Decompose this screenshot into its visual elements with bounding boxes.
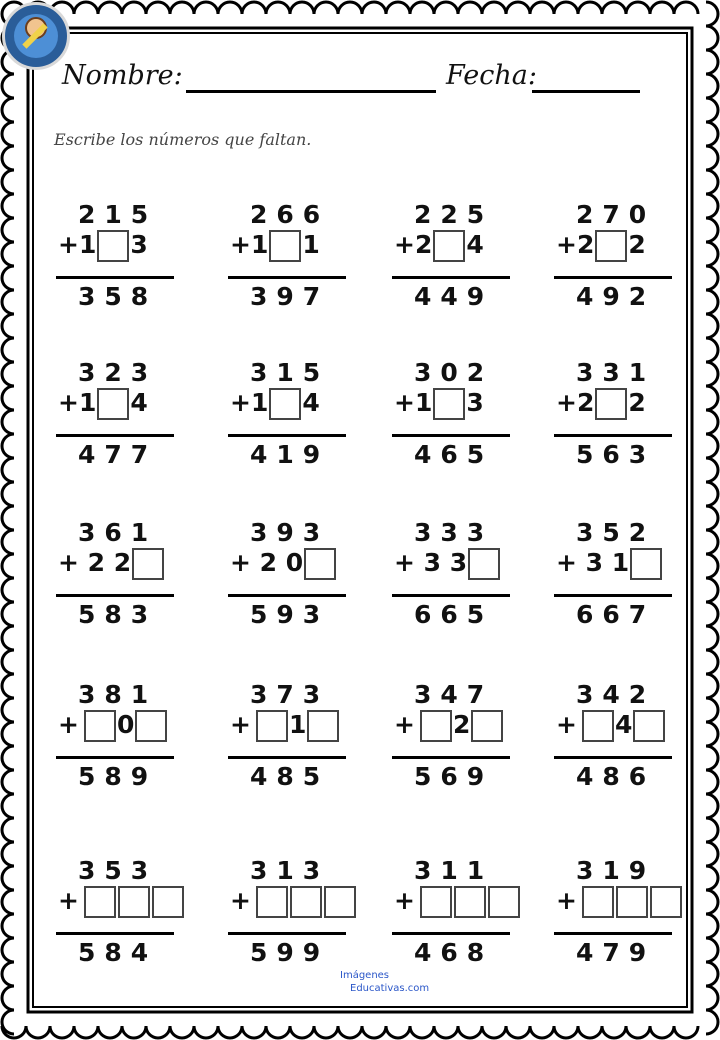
missing-digit-box[interactable] — [454, 886, 486, 918]
sum-result: 449 — [414, 282, 494, 311]
sum-result: 477 — [78, 440, 158, 469]
sum-result: 419 — [250, 440, 330, 469]
problem-2-3 — [392, 358, 522, 498]
date-line — [532, 90, 640, 93]
operator-digits: + 2 2 — [58, 548, 132, 577]
name-line — [186, 90, 436, 93]
sum-line — [392, 932, 510, 935]
known-digit: 4 — [302, 388, 320, 417]
problem-1-1 — [56, 200, 186, 340]
addend-bottom — [556, 388, 646, 420]
missing-digit-box[interactable] — [433, 230, 465, 262]
missing-digit-box[interactable] — [582, 886, 614, 918]
plus-sign: + — [394, 710, 415, 739]
addend-top: 311 — [414, 856, 494, 885]
sum-line — [228, 276, 346, 279]
missing-digit-box[interactable] — [304, 548, 336, 580]
addend-bottom — [556, 710, 666, 742]
known-digit: 3 — [466, 388, 484, 417]
sum-line — [392, 594, 510, 597]
plus-sign: + — [556, 886, 577, 915]
problem-3-2 — [228, 518, 358, 658]
sum-result: 599 — [250, 938, 330, 967]
problem-5-4 — [554, 856, 684, 996]
sum-line — [228, 756, 346, 759]
sum-result: 358 — [78, 282, 158, 311]
problem-2-2 — [228, 358, 358, 498]
addend-top: 381 — [78, 680, 158, 709]
known-digit: 1 — [288, 710, 307, 739]
missing-digit-box[interactable] — [582, 710, 614, 742]
addend-top: 393 — [250, 518, 330, 547]
missing-digit-box[interactable] — [290, 886, 322, 918]
addend-top: 270 — [576, 200, 656, 229]
addend-top: 347 — [414, 680, 494, 709]
missing-digit-box[interactable] — [633, 710, 665, 742]
sum-result: 569 — [414, 762, 494, 791]
problem-4-4 — [554, 680, 684, 820]
missing-digit-box[interactable] — [269, 388, 301, 420]
addend-bottom — [394, 230, 484, 262]
missing-digit-box[interactable] — [84, 886, 116, 918]
missing-digit-box[interactable] — [132, 548, 164, 580]
addend-bottom — [230, 548, 337, 580]
missing-digit-box[interactable] — [256, 710, 288, 742]
problem-4-3 — [392, 680, 522, 820]
known-digit: 2 — [628, 230, 646, 259]
addend-top: 302 — [414, 358, 494, 387]
known-digit: 1 — [302, 230, 320, 259]
sum-result: 479 — [576, 938, 656, 967]
missing-digit-box[interactable] — [420, 710, 452, 742]
sum-result: 589 — [78, 762, 158, 791]
missing-digit-box[interactable] — [256, 886, 288, 918]
sum-line — [392, 276, 510, 279]
addend-bottom — [556, 886, 683, 918]
sum-result: 665 — [414, 600, 494, 629]
missing-digit-box[interactable] — [307, 710, 339, 742]
known-digit: 0 — [116, 710, 135, 739]
missing-digit-box[interactable] — [324, 886, 356, 918]
addend-bottom — [394, 388, 484, 420]
sum-result: 492 — [576, 282, 656, 311]
sum-result: 468 — [414, 938, 494, 967]
sum-line — [56, 594, 174, 597]
addend-top: 353 — [78, 856, 158, 885]
plus-sign: + — [58, 710, 79, 739]
sum-result: 485 — [250, 762, 330, 791]
problem-1-4 — [554, 200, 684, 340]
problem-1-3 — [392, 200, 522, 340]
sum-line — [56, 276, 174, 279]
sum-result: 397 — [250, 282, 330, 311]
problem-4-1 — [56, 680, 186, 820]
plus-sign: + — [230, 710, 251, 739]
sum-result: 465 — [414, 440, 494, 469]
addend-bottom — [58, 388, 148, 420]
missing-digit-box[interactable] — [420, 886, 452, 918]
sum-line — [56, 434, 174, 437]
sum-line — [554, 756, 672, 759]
plus-sign: + — [58, 886, 79, 915]
missing-digit-box[interactable] — [471, 710, 503, 742]
problem-1-2 — [228, 200, 358, 340]
sum-line — [228, 932, 346, 935]
sum-line — [554, 276, 672, 279]
operator-digit: +2 — [556, 230, 595, 259]
instruction-text: Escribe los números que faltan. — [54, 130, 312, 149]
missing-digit-box[interactable] — [468, 548, 500, 580]
addend-bottom — [556, 230, 646, 262]
addend-bottom — [58, 548, 165, 580]
addend-top: 315 — [250, 358, 330, 387]
addend-top: 225 — [414, 200, 494, 229]
sum-line — [228, 434, 346, 437]
operator-digit: +2 — [556, 388, 595, 417]
known-digit: 3 — [130, 230, 148, 259]
missing-digit-box[interactable] — [650, 886, 682, 918]
missing-digit-box[interactable] — [630, 548, 662, 580]
missing-digit-box[interactable] — [269, 230, 301, 262]
footer-brand: Imágenes — [340, 970, 390, 981]
operator-digit: +1 — [230, 388, 269, 417]
operator-digits: + 2 0 — [230, 548, 304, 577]
sum-line — [554, 932, 672, 935]
sum-line — [392, 434, 510, 437]
addend-bottom — [58, 886, 185, 918]
sum-line — [56, 932, 174, 935]
addend-top: 361 — [78, 518, 158, 547]
missing-digit-box[interactable] — [433, 388, 465, 420]
missing-digit-box[interactable] — [152, 886, 184, 918]
addend-top: 333 — [414, 518, 494, 547]
sum-result: 583 — [78, 600, 158, 629]
addend-bottom — [58, 710, 168, 742]
plus-sign: + — [394, 886, 415, 915]
addend-top: 313 — [250, 856, 330, 885]
sum-line — [56, 756, 174, 759]
operator-digit: +2 — [394, 230, 433, 259]
addend-bottom — [556, 548, 663, 580]
problem-5-3 — [392, 856, 522, 996]
problem-2-4 — [554, 358, 684, 498]
operator-digits: + 3 1 — [556, 548, 630, 577]
operator-digit: +1 — [394, 388, 433, 417]
sum-result: 486 — [576, 762, 656, 791]
logo-badge — [2, 2, 70, 70]
footer-site: Educativas.com — [350, 983, 430, 994]
sum-line — [554, 594, 672, 597]
addend-bottom — [394, 548, 501, 580]
addend-bottom — [230, 710, 340, 742]
addend-bottom — [58, 230, 148, 262]
plus-sign: + — [230, 886, 251, 915]
addend-bottom — [230, 230, 320, 262]
problem-4-2 — [228, 680, 358, 820]
addend-top: 342 — [576, 680, 656, 709]
addend-top: 352 — [576, 518, 656, 547]
addend-top: 323 — [78, 358, 158, 387]
addend-bottom — [230, 886, 357, 918]
problem-3-1 — [56, 518, 186, 658]
sum-line — [554, 434, 672, 437]
addend-top: 215 — [78, 200, 158, 229]
addend-top: 266 — [250, 200, 330, 229]
addend-bottom — [394, 886, 521, 918]
plus-sign: + — [556, 710, 577, 739]
operator-digit: +1 — [230, 230, 269, 259]
operator-digits: + 3 3 — [394, 548, 468, 577]
sum-line — [228, 594, 346, 597]
operator-digit: +1 — [58, 388, 97, 417]
missing-digit-box[interactable] — [135, 710, 167, 742]
missing-digit-box[interactable] — [595, 388, 627, 420]
problem-3-3 — [392, 518, 522, 658]
problem-3-4 — [554, 518, 684, 658]
sum-line — [392, 756, 510, 759]
known-digit: 4 — [130, 388, 148, 417]
known-digit: 2 — [628, 388, 646, 417]
known-digit: 4 — [466, 230, 484, 259]
known-digit: 4 — [614, 710, 633, 739]
date-label: Fecha: — [446, 60, 537, 91]
sum-result: 593 — [250, 600, 330, 629]
missing-digit-box[interactable] — [616, 886, 648, 918]
missing-digit-box[interactable] — [595, 230, 627, 262]
sum-result: 563 — [576, 440, 656, 469]
problem-2-1 — [56, 358, 186, 498]
problem-5-1 — [56, 856, 186, 996]
name-label: Nombre: — [62, 60, 183, 91]
missing-digit-box[interactable] — [97, 230, 129, 262]
missing-digit-box[interactable] — [97, 388, 129, 420]
sum-result: 667 — [576, 600, 656, 629]
missing-digit-box[interactable] — [84, 710, 116, 742]
addend-top: 373 — [250, 680, 330, 709]
missing-digit-box[interactable] — [118, 886, 150, 918]
sum-result: 584 — [78, 938, 158, 967]
operator-digit: +1 — [58, 230, 97, 259]
addend-top: 319 — [576, 856, 656, 885]
missing-digit-box[interactable] — [488, 886, 520, 918]
known-digit: 2 — [452, 710, 471, 739]
addend-bottom — [394, 710, 504, 742]
problem-5-2 — [228, 856, 358, 996]
addend-bottom — [230, 388, 320, 420]
page-header — [62, 60, 183, 91]
date-header — [446, 60, 537, 91]
addend-top: 331 — [576, 358, 656, 387]
